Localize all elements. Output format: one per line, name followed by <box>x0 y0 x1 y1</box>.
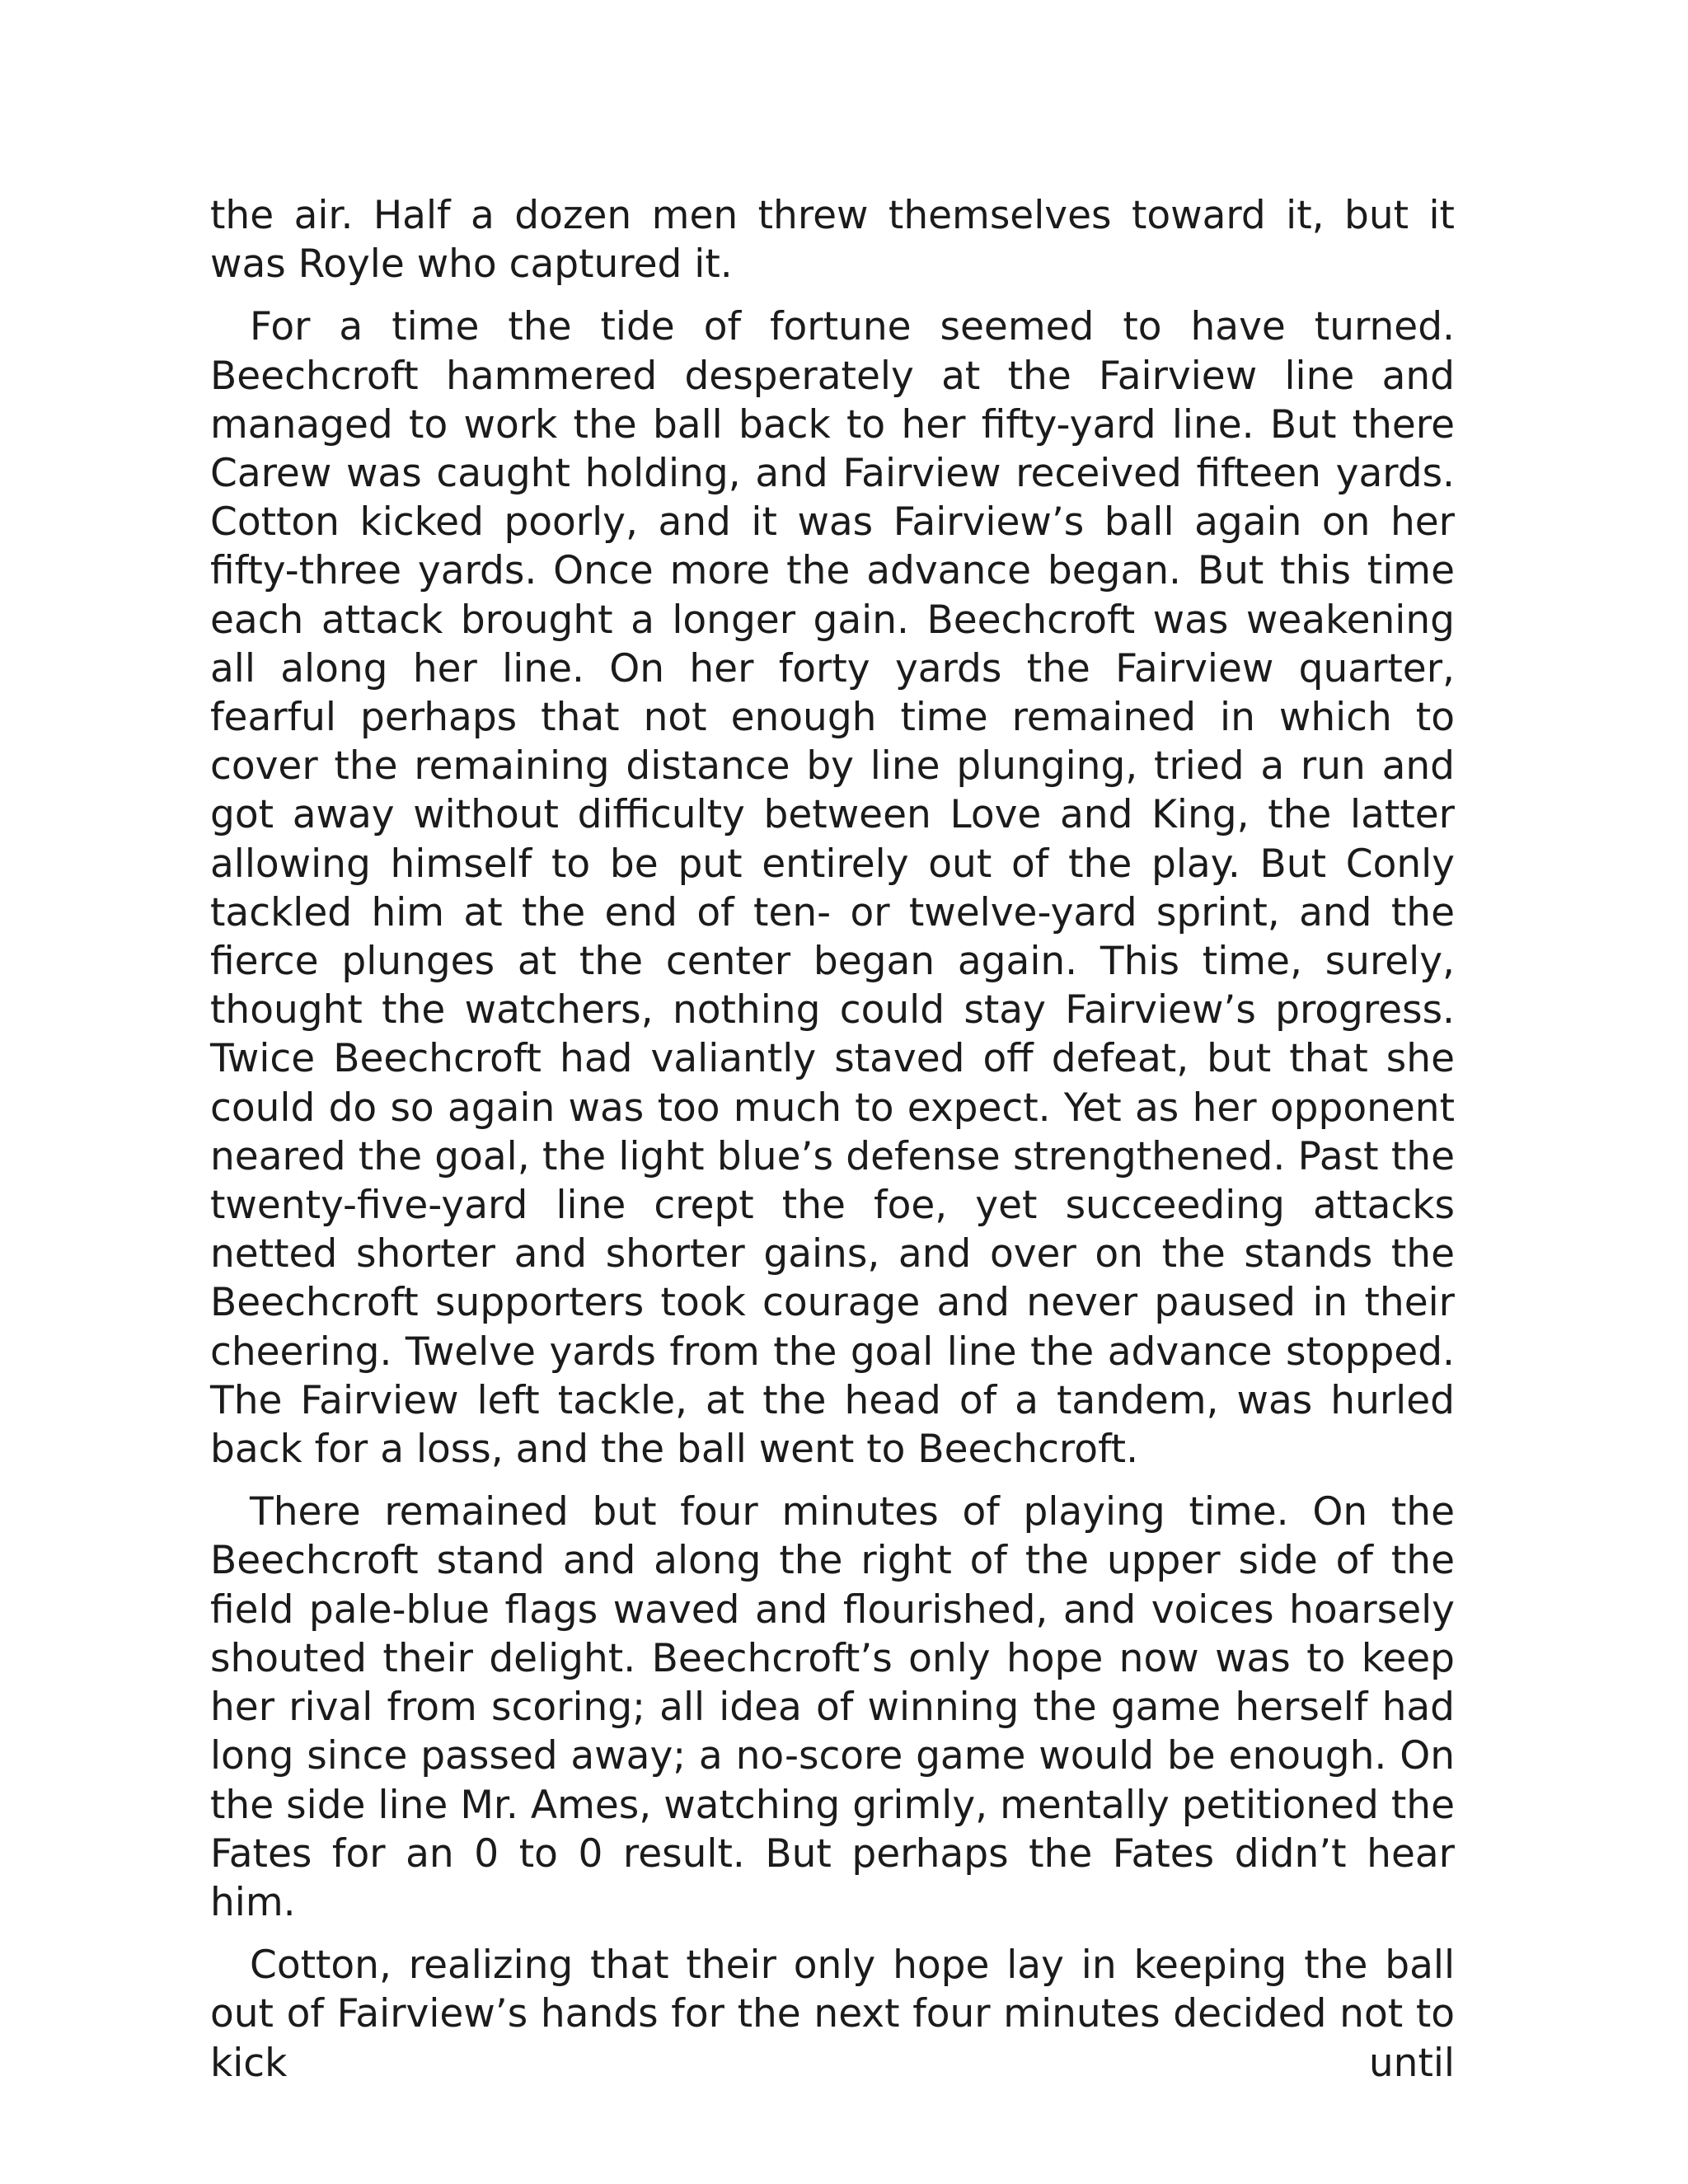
paragraph-2: For a time the tide of fortune seemed to have turned. Beechcroft hammered desperately at the Fairview line and managed to work the ball back to her fifty-yard line. But there Carew was caught holding, and Fairview received fifteen yards. Cotton kicked poorly, and it was Fairview’s ball again on her fifty-three yards. Once more the advance began. But this time each attack brought a longer gain. Beechcroft was weakening all along her line. On her forty yards the Fairview quarter, fearful perhaps that not enough time remained in which to cover the remaining distance by line plunging, tried a run and got away without difficulty between Love and King, the latter allowing himself to be put entirely out of the play. But Conly tackled him at the end of ten- or twelve-yard sprint, and the fierce plunges at the center began again. This time, surely, thought the watchers, nothing could stay Fairview’s progress. Twice Beechcroft had valiantly staved off defeat, but that she could do so again was too much to expect. Yet as her opponent neared the goal, the light blue’s defense strengthened. Past the twenty-five-yard line crept the foe, yet succeeding attacks netted shorter and shorter gains, and over on the stands the Beechcroft supporters took courage and never paused in their cheering. Twelve yards from the goal line the advance stopped. The Fairview left tackle, at the head of a tandem, was hurled back for a loss, and the ball went to Beechcroft. <box>210 304 1455 1473</box>
body-text <box>210 191 1455 2102</box>
paragraph-4: Cotton, realizing that their only hope lay in keeping the ball out of Fairview’s hands for the next four minutes decided not to kick until <box>210 1943 1455 2086</box>
paragraph-3: There remained but four minutes of playing time. On the Beechcroft stand and along the right of the upper side of the field pale-blue flags waved and flourished, and voices hoarsely shouted their delight. Beechcroft’s only hope now was to keep her rival from scoring; all idea of winning the game herself had long since passed away; a no-score game would be enough. On the side line Mr. Ames, watching grimly, mentally petitioned the Fates for an 0 to 0 result. But perhaps the Fates didn’t hear him. <box>210 1489 1455 1925</box>
paragraph-1: the air. Half a dozen men threw themselves toward it, but it was Royle who captured it. <box>210 193 1455 288</box>
